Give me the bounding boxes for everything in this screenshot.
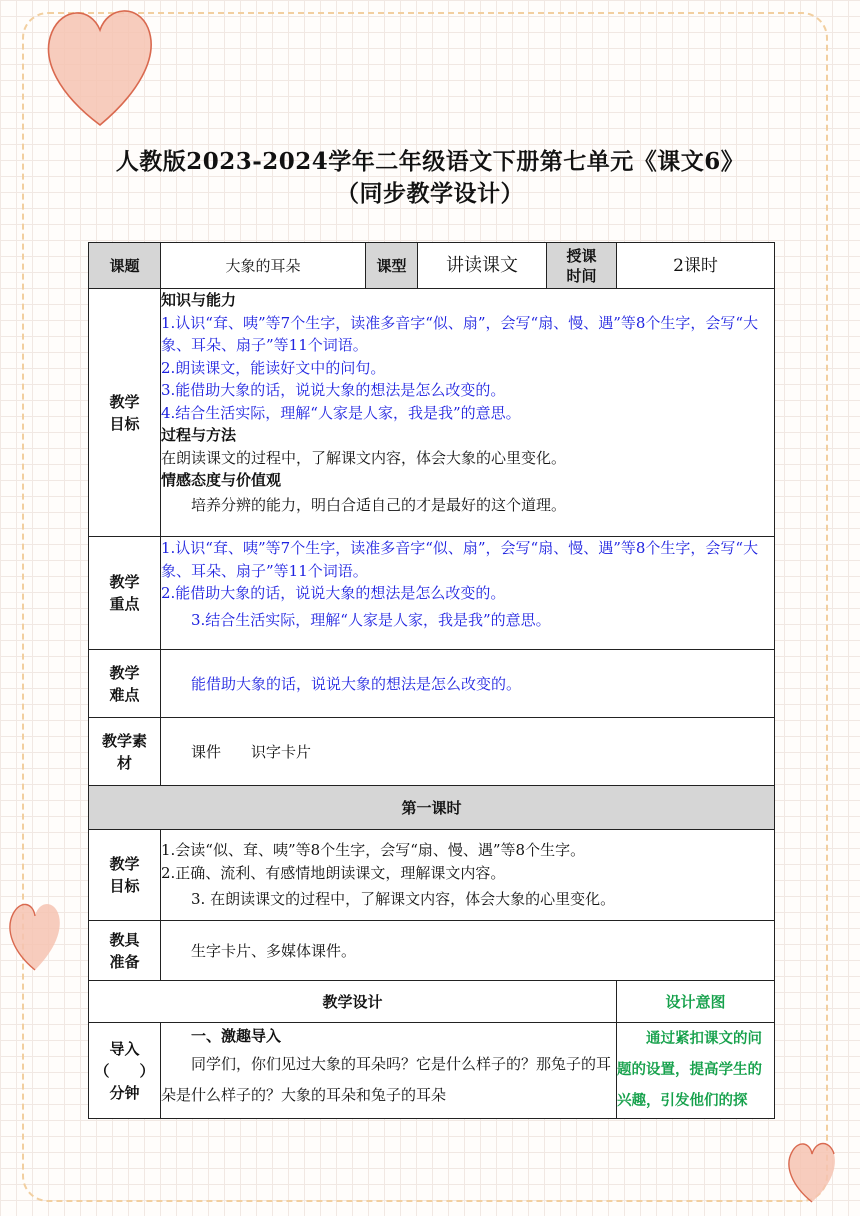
lesson1-goals-label-line-2: 目标 bbox=[109, 877, 140, 895]
prep-label-line-2: 准备 bbox=[109, 952, 140, 971]
lesson1-heading-row bbox=[89, 786, 775, 830]
process-text: 在朗读课文的过程中，了解课文内容，体会大象的心里变化。 bbox=[161, 448, 567, 467]
type-label: 课型 bbox=[366, 243, 418, 289]
attitude-heading: 情感态度与价值观 bbox=[161, 471, 282, 489]
key-point-item-1: 1.认识“耷、咦”等7个生字，读准多音字“似、扇”，会写“扇、慢、遇”等8个生字，会写“大象、耳朵、扇子”等11个词语。 bbox=[161, 539, 759, 580]
intro-label-line-3: 分钟 bbox=[109, 1083, 140, 1102]
heart-decoration-top-icon bbox=[40, 0, 160, 135]
difficulty-label-line-2: 难点 bbox=[109, 685, 140, 704]
materials-label-line-2: 材 bbox=[116, 753, 132, 772]
objective-item-4: 4.结合生活实际，理解“人家是人家，我是我”的意思。 bbox=[161, 403, 521, 422]
heart-decoration-bottom-icon bbox=[782, 1130, 842, 1210]
prep-label-line-1: 教具 bbox=[109, 930, 140, 949]
lesson1-heading: 第一课时 bbox=[89, 786, 775, 830]
objective-item-3: 3.能借助大象的话，说说大象的想法是怎么改变的。 bbox=[161, 381, 506, 399]
key-point-item-2: 2.能借助大象的话，说说大象的想法是怎么改变的。 bbox=[161, 584, 506, 602]
intro-heading: 一、激趣导入 bbox=[191, 1027, 282, 1045]
process-heading: 过程与方法 bbox=[161, 426, 237, 444]
hours-value: 2课时 bbox=[617, 243, 775, 289]
key-points-row bbox=[89, 537, 775, 650]
objectives-label bbox=[89, 289, 161, 537]
intro-label bbox=[89, 1023, 161, 1119]
knowledge-heading: 知识与能力 bbox=[161, 291, 237, 309]
hours-label-line-1: 授课 bbox=[566, 246, 597, 265]
prep-row bbox=[89, 921, 775, 981]
prep-text: 生字卡片、多媒体课件。 bbox=[161, 921, 775, 981]
topic-value: 大象的耳朵 bbox=[161, 243, 366, 289]
difficulty-label-line-1: 教学 bbox=[109, 663, 140, 682]
materials-label bbox=[89, 718, 161, 786]
hours-label bbox=[547, 243, 617, 289]
lesson-plan-table bbox=[88, 242, 775, 1119]
lesson1-goals-content bbox=[161, 830, 775, 921]
lesson1-goal-3: 3. 在朗读课文的过程中，了解课文内容，体会大象的心里变化。 bbox=[191, 890, 616, 909]
objectives-label-line-1: 教学 bbox=[109, 392, 140, 411]
intent-heading: 设计意图 bbox=[617, 981, 775, 1023]
lesson1-goal-1: 1.会读“似、耷、咦”等8个生字，会写“扇、慢、遇”等8个生字。 bbox=[161, 841, 586, 860]
header-row bbox=[89, 243, 775, 289]
difficulty-label bbox=[89, 650, 161, 718]
key-points-label bbox=[89, 537, 161, 650]
hours-label-line-2: 时间 bbox=[566, 266, 597, 285]
design-heading: 教学设计 bbox=[89, 981, 617, 1023]
prep-label bbox=[89, 921, 161, 981]
intent-text: 通过紧扣课文的问题的设置，提高学生的兴趣，引发他们的探 bbox=[617, 1023, 775, 1119]
materials-label-line-1: 教学素 bbox=[101, 731, 147, 750]
intro-text: 同学们，你们见过大象的耳朵吗？它是什么样子的？那兔子的耳朵是什么样子的？大象的耳朵和兔子的耳朵 bbox=[161, 1055, 612, 1104]
lesson1-goals-label bbox=[89, 830, 161, 921]
lesson1-goals-row bbox=[89, 830, 775, 921]
materials-text: 课件 识字卡片 bbox=[161, 718, 775, 786]
difficulty-row bbox=[89, 650, 775, 718]
objective-item-2: 2.朗读课文，能读好文中的问句。 bbox=[161, 358, 386, 377]
objectives-content bbox=[161, 289, 775, 537]
key-points-content bbox=[161, 537, 775, 650]
title-line-1: 人教版2023-2024学年二年级语文下册第七单元《课文6》 bbox=[115, 148, 745, 175]
key-point-item-3: 3.结合生活实际，理解“人家是人家，我是我”的意思。 bbox=[191, 610, 551, 629]
lesson1-goal-2: 2.正确、流利、有感情地朗读课文，理解课文内容。 bbox=[161, 863, 506, 882]
intro-row bbox=[89, 1023, 775, 1119]
objectives-row bbox=[89, 289, 775, 537]
intro-label-line-1: 导入 bbox=[109, 1039, 140, 1058]
heart-decoration-left-icon bbox=[5, 890, 65, 980]
materials-row bbox=[89, 718, 775, 786]
objective-item-1: 1.认识“耷、咦”等7个生字，读准多音字“似、扇”，会写“扇、慢、遇”等8个生字，会写“大象、耳朵、扇子”等11个词语。 bbox=[161, 313, 759, 354]
document-title bbox=[0, 146, 860, 210]
title-line-2: （同步教学设计） bbox=[336, 180, 524, 207]
objectives-label-line-2: 目标 bbox=[109, 414, 140, 433]
design-header-row bbox=[89, 981, 775, 1023]
difficulty-text: 能借助大象的话，说说大象的想法是怎么改变的。 bbox=[161, 650, 775, 718]
attitude-text: 培养分辨的能力，明白合适自己的才是最好的这个道理。 bbox=[191, 495, 567, 514]
key-points-label-line-1: 教学 bbox=[109, 573, 140, 591]
key-points-label-line-2: 重点 bbox=[109, 595, 140, 613]
intro-content bbox=[161, 1023, 617, 1119]
intro-label-line-2: （ ） bbox=[94, 1061, 155, 1080]
topic-label: 课题 bbox=[89, 243, 161, 289]
lesson1-goals-label-line-1: 教学 bbox=[109, 855, 140, 873]
type-value: 讲读课文 bbox=[418, 243, 547, 289]
